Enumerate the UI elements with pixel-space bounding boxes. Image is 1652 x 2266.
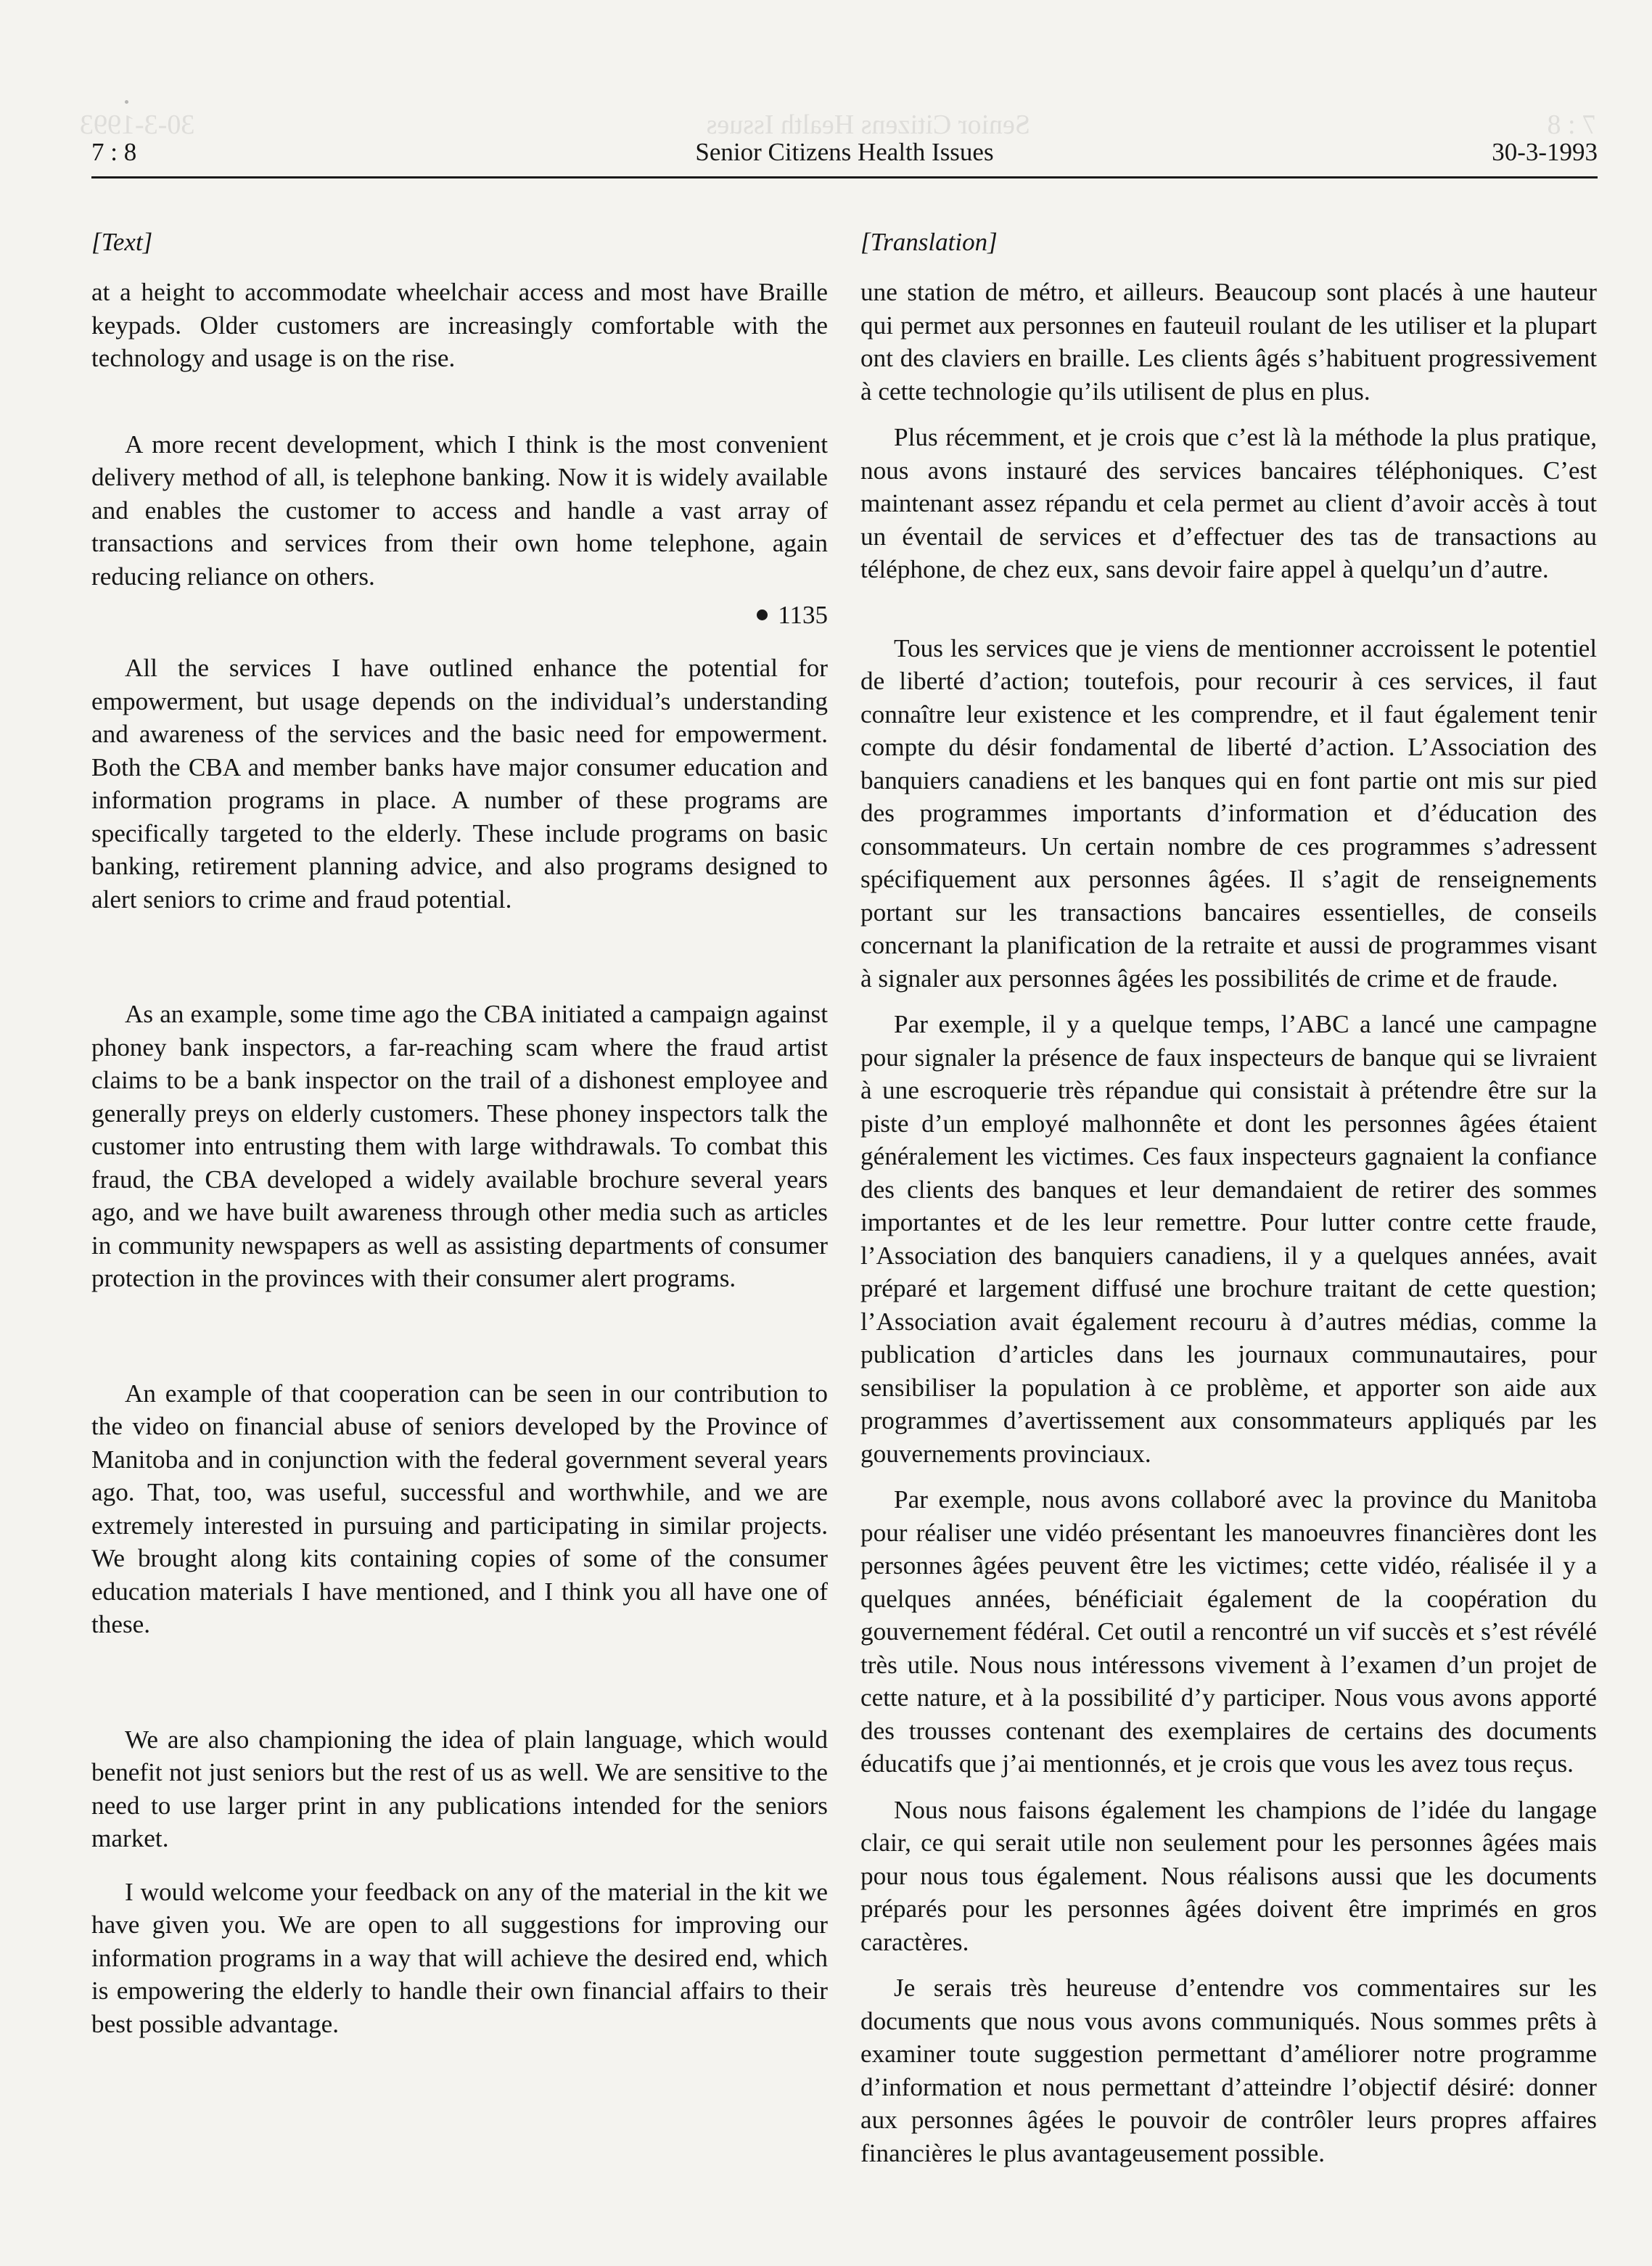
page-title: Senior Citizens Health Issues [695, 138, 994, 166]
french-column [860, 226, 1597, 2169]
column-label-translation: [Translation] [860, 228, 998, 256]
paragraph: An example of that cooperation can be seen in our contribution to the video on financial abuse of seniors developed by the Province of Manitoba and in conjunction with the federal government several years ago. That, too, was useful, successful and worthwhile, and we are extremely interested in pursuing and participating in similar projects. We brought along kits containing copies of some of the consumer education materials I have mentioned, and I think you all have one of these. [91, 1379, 828, 1638]
paragraph: I would welcome your feedback on any of the material in the kit we have given you. We are open to all suggestions for improving our information programs in a way that will achieve the desired end, which is empowering the elderly to handle their own financial affairs to their best possible advantage. [91, 1877, 828, 2038]
paragraph: Je serais très heureuse d’entendre vos commentaires sur les documents que nous vous avons communiqués. Nous sommes prêts à examiner toute suggestion permettant d’améliorer notre programme d’information et nous permettant d’atteindre l’objectif désiré: donner aux personnes âgées le pouvoir de contrôler leurs propres affaires financières le plus avantageusement possible. [860, 1974, 1597, 2167]
bleed-through-date: 30-3-1993 [80, 110, 195, 140]
paragraph: Tous les services que je viens de mentionner accroissent le potentiel de liberté d’action; toutefois, pour recourir à ces services, il faut connaître leur existence et les comprendre, et il faut également tenir compte du désir fondamental de liberté d’action. L’Association des banquiers canadiens et les banques qui en font partie ont mis sur pied des programmes importants d’information et d’éducation des consommateurs. Un certain nombre de ces programmes s’adressent spécifiquement aux personnes âgées. Il s’agit de renseignements portant sur les transactions bancaires essentielles, de conseils concernant la planification de la retraite et aussi de programmes visant à signaler aux personnes âgées les possibilités de crime et de fraude. [860, 633, 1597, 993]
bullet-icon [757, 609, 768, 620]
page-number: 7 : 8 [91, 138, 137, 166]
running-header [91, 138, 1598, 176]
column-label-text: [Text] [91, 228, 153, 256]
paragraph: Par exemple, il y a quelque temps, l’ABC a lancé une campagne pour signaler la présence de faux inspecteurs de banque qui se livraient à une escroquerie très répandue qui consistait à prétendre être sur la piste d’un employé malhonnête et dont les personnes âgées étaient généralement les victimes. Ces faux inspecteurs gagnaient la confiance des clients des banques et leur demandaient de retirer des sommes importantes et de les leur remettre. Pour lutter contre cette fraude, l’Association des banquiers canadiens, il y a quelques années, avait préparé et largement diffusé une brochure traitant de cette question; l’Association avait également recouru à d’autres médias, comme la publication d’articles dans les journaux communautaires, pour sensibiliser la population à ce problème, et apporter son aide aux programmes d’avertissement aux consommateurs appliqués par les gouvernements provinciaux. [860, 1010, 1597, 1468]
paragraph: As an example, some time ago the CBA initiated a campaign against phoney bank inspectors, a far-reaching scam where the fraud artist claims to be a bank inspector on the trail of a dishonest employee and generally preys on elderly customers. These phoney inspectors talk the customer into entrusting them with large withdrawals. To combat this fraud, the CBA developed a widely available brochure several years ago, and we have built awareness through other media such as articles in community newspapers as well as assisting departments of consumer protection in the provinces with their consumer alert programs. [91, 1000, 828, 1292]
page-date: 30-3-1993 [1492, 138, 1598, 166]
paragraph: Par exemple, nous avons collaboré avec la province du Manitoba pour réaliser une vidéo présentant les manoeuvres financières dont les personnes âgées peuvent être les victimes; cette vidéo, réalisée il y a quelques années, bénéficiait également de la coopération du gouvernement fédéral. Cet outil a rencontré un vif succès et s’est révélé très utile. Nous nous intéressons vivement à l’examen d’un projet de cette nature, et à la possibilité d’y participer. Nous vous avons apporté des trousses contenant des exemplaires de certains des documents éducatifs que j’ai mentionnés, et je crois que vous les avez tous reçus. [860, 1485, 1597, 1778]
bleed-through-title: Senior Citizens Health Issues [706, 110, 1030, 140]
paragraph: at a height to accommodate wheelchair access and most have Braille keypads. Older customers are increasingly comfortable with the technology and usage is on the rise. [91, 278, 828, 372]
paragraph: Nous nous faisons également les champions de l’idée du langage clair, ce qui serait utile non seulement pour les personnes âgées mais pour nous tous également. Nous réalisons aussi que les documents préparés pour les personnes âgées doivent être imprimés en gros caractères. [860, 1795, 1597, 1956]
bleed-through-page-number: 7 : 8 [1547, 110, 1596, 140]
paragraph: une station de métro, et ailleurs. Beaucoup sont placés à une hauteur qui permet aux personnes en fauteuil roulant de les utiliser et la plupart ont des claviers en braille. Les clients âgés s’habituent progressivement à cette technologie qu’ils utilisent de plus en plus. [860, 278, 1597, 406]
paragraph: A more recent development, which I think is the most convenient delivery method of all, is telephone banking. Now it is widely available and enables the customer to access and handle a vast array of transactions and services from their own home telephone, again reducing reliance on others. [91, 430, 828, 591]
paragraph: All the services I have outlined enhance the potential for empowerment, but usage depends on the individual’s understanding and awareness of the services and the basic need for empowerment. Both the CBA and member banks have major consumer education and information programs in place. A number of these programs are specifically targeted to the elderly. These include programs on basic banking, retirement planning advice, and also programs designed to alert seniors to crime and fraud potential. [91, 654, 828, 914]
header-rule [91, 176, 1598, 178]
time-marker-value: 1135 [778, 601, 828, 629]
paragraph: We are also championing the idea of plain language, which would benefit not just seniors but the rest of us as well. We are sensitive to the need to use larger print in any publications intended for the seniors market. [91, 1725, 828, 1852]
scan-speck [125, 100, 128, 104]
time-marker [91, 599, 828, 631]
english-column [91, 226, 828, 2040]
paragraph: Plus récemment, et je crois que c’est là la méthode la plus pratique, nous avons instauré des services bancaires téléphoniques. C’est maintenant assez répandu et cela permet au client d’avoir accès à tout un éventail de services et d’effectuer des tas de transactions au téléphone, de chez eux, sans devoir faire appel à quelqu’un d’autre. [860, 423, 1597, 583]
